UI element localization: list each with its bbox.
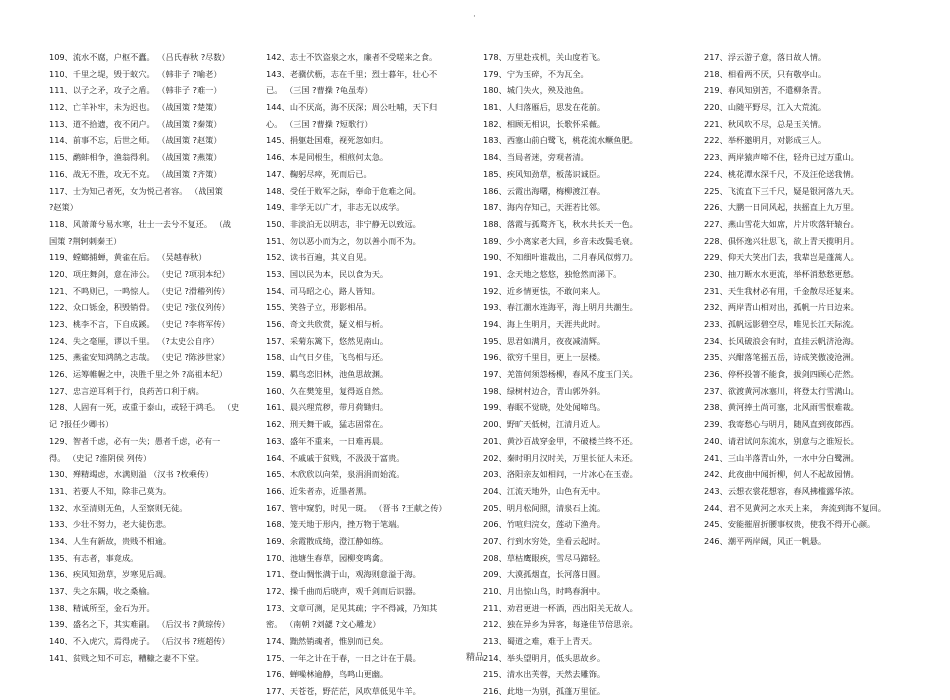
text-line: 114、前事不忘，后世之师。 （战国策 ?赵策） [49, 135, 222, 146]
text-line: 得。 （史记 ?淮阴侯 列传） [49, 452, 152, 463]
text-line: 175、一年之计在于春，一日之计在于晨。 [266, 652, 421, 663]
text-line: 记 ?报任少卿书） [49, 419, 114, 430]
text-line: 218、相看两不厌，只有敬亭山。 [704, 68, 827, 79]
text-line: 160、久在樊笼里，复得返自然。 [266, 385, 389, 396]
text-line: 122、众口铄金，积毁销骨。 （史记 ?张仪列传） [49, 302, 230, 313]
text-line: 189、少小离家老大回，乡音未改鬓毛衰。 [483, 235, 638, 246]
text-line: 162、刑天舞干戚，猛志固常在。 [266, 419, 389, 430]
text-line: 232、两岸青山相对出，孤帆一片日边来。 [704, 302, 859, 313]
text-line: 128、人固有一死，或重于泰山，或轻于鸿毛。 （史 [49, 402, 240, 413]
text-line: 190、不知细叶谁裁出，二月春风似剪刀。 [483, 252, 638, 263]
text-line: 244、君不见黄河之水天上来， 奔流到海不复回。 [704, 502, 886, 513]
text-line: 132、水至清则无鱼，人至察则无徒。 [49, 502, 188, 513]
text-line: 124、失之毫厘，谬以千里。 （?太史公自序） [49, 335, 219, 346]
text-line: 167、管中窥豹，时见一斑。 （晋书 ?王献之传） [266, 502, 447, 513]
text-line: 142、志士不饮盗泉之水，廉者不受嗟来之食。 [266, 52, 438, 62]
text-line: 245、安能摧眉折腰事权贵，使我不得开心颜。 [704, 519, 876, 530]
text-line: 121、不鸣则已，一鸣惊人。 （史记 ?滑稽列传） [49, 285, 230, 296]
text-line: 158、山气日夕佳，飞鸟相与还。 [266, 352, 389, 363]
text-line: 164、不戚戚于贫贱，不汲汲于富贵。 [266, 452, 405, 463]
text-line: 168、笼天地于形内，挫万物于笔端。 [266, 519, 405, 530]
text-line: 212、独在异乡为异客，每逢佳节倍思亲。 [483, 619, 638, 630]
text-line: 157、采菊东篱下，悠然见南山。 [266, 335, 389, 346]
text-line: 131、若要人不知，除非己莫为。 [49, 485, 172, 496]
text-line: 111、以子之矛，攻子之盾。 （韩非子 ?难一） [49, 85, 222, 96]
text-line: 185、疾风知劲草，板荡识诚臣。 [483, 168, 606, 179]
text-line: 179、宁为玉碎，不为瓦全。 [483, 68, 589, 79]
column-4 [704, 49, 909, 550]
text-line: 186、云霞出海曙，梅柳渡江春。 [483, 185, 606, 196]
text-line: 心。 （三国 ?曹操 ?短歌行） [266, 118, 373, 129]
text-line: 207、行到水穷处，坐看云起时。 [483, 535, 606, 546]
text-line: 173、文章可测，足见其疏；字不得减，乃知其 [266, 602, 438, 613]
text-line: 113、道不拾遗，夜不闭户。 （战国策 ?秦策） [49, 118, 222, 129]
text-line: 115、鹬蚌相争，渔翁得利。 （战国策 ?燕策） [49, 152, 222, 163]
text-line: 144、山不厌高，海不厌深；周公吐哺，天下归 [266, 102, 438, 113]
text-line: 154、司马昭之心，路人皆知。 [266, 285, 380, 296]
text-line: 183、西塞山前白鹭飞，桃花流水鳜鱼肥。 [483, 135, 638, 146]
text-line: 125、燕雀安知鸿鹄之志哉。 （史记 ?陈涉世家） [49, 352, 230, 363]
text-line: 170、池塘生春草，园柳变鸣禽。 [266, 552, 389, 563]
text-line: 110、千里之堤，毁于蚁穴。 （韩非子 ?喻老） [49, 68, 222, 79]
text-line: 184、当局者迷，旁观者清。 [483, 152, 589, 163]
text-line: 208、草枯鹰眼疾，雪尽马蹄轻。 [483, 552, 606, 563]
column-1 [49, 49, 261, 666]
text-line: 204、江流天地外，山色有无中。 [483, 485, 606, 496]
text-line: 219、春风知别苦，不遣柳条青。 [704, 85, 827, 96]
text-line: 148、受任于败军之际，奉命于危难之间。 [266, 185, 421, 196]
text-line: 200、野旷天低树，江清月近人。 [483, 419, 606, 430]
text-line: 149、非学无以广才，非志无以成学。 [266, 202, 405, 213]
text-line: 188、落霞与孤鹜齐飞，秋水共长天一色。 [483, 218, 638, 229]
text-line: 191、念天地之悠悠，独怆然而涕下。 [483, 268, 622, 279]
text-line: 174、黜然销魂者，惟别而已矣。 [266, 636, 389, 647]
text-line: 213、蜀道之难，难于上青天。 [483, 636, 597, 647]
text-line: 234、长风破浪会有时，直挂云帆济沧海。 [704, 335, 859, 346]
text-line: 152、读书百遍，其义自见。 [266, 252, 372, 263]
text-line: 165、木欣欣以向荣，泉涓涓而始流。 [266, 469, 405, 480]
text-line: 217、浮云游子意，落日故人情。 [704, 52, 827, 62]
text-line: 134、人生有新故，贵贱不相逾。 [49, 535, 172, 546]
text-line: 202、秦时明月汉时关，万里长征人未还。 [483, 452, 638, 463]
text-line: 123、桃李不言，下自成蹊。 （史记 ?李将军传） [49, 319, 230, 329]
text-line: 203、洛阳亲友如相问，一片冰心在玉壶。 [483, 469, 638, 480]
text-line: 169、余霞散成绮，澄江静如练。 [266, 535, 389, 546]
text-line: 140、不入虎穴，焉得虎子。 （后汉书 ?班超传） [49, 636, 230, 647]
text-line: 138、精诚所至，金石为开。 [49, 602, 155, 613]
text-line: 129、智者千虑，必有一失；愚者千虑，必有一 [49, 435, 221, 446]
text-line: 153、国以民为本，民以食为天。 [266, 268, 389, 279]
text-line: 137、失之东隅，收之桑榆。 [49, 586, 155, 596]
text-line: 236、停杯投箸不能食，拔剑四顾心茫然。 [704, 369, 859, 380]
text-line: 147、鞠躬尽瘁，死而后已。 [266, 168, 372, 179]
text-line: 229、仰天大笑出门去，我辈岂是蓬蒿人。 [704, 252, 859, 263]
text-line: 143、老骥伏枥，志在千里；烈士暮年，壮心不 [266, 68, 438, 79]
text-line: 117、士为知己者死，女为悦己者容。 （战国策 [49, 185, 223, 196]
text-line: 192、近乡情更怯，不敢问来人。 [483, 285, 606, 296]
text-line: 193、春江潮水连海平，海上明月共潮生。 [483, 302, 638, 313]
text-line: 195、思君如满月，夜夜减清辉。 [483, 335, 606, 346]
text-line: 116、战无不胜，攻无不克。 （战国策 ?齐策） [49, 168, 222, 179]
page-footer: 精品 [465, 653, 484, 663]
text-line: 223、两岸猿声啼不住，轻舟已过万重山。 [704, 152, 859, 163]
text-line: 176、蝉噪林逾静，鸟鸣山更幽。 [266, 669, 389, 680]
text-line: 238、黄河捧土尚可塞，北风雨雪恨难裁。 [704, 402, 859, 413]
text-line: 214、举头望明月，低头思故乡。 [483, 652, 606, 663]
text-line: 180、城门失火，殃及池鱼。 [483, 85, 589, 96]
text-line: 209、大漠孤烟直，长河落日圆。 [483, 569, 606, 580]
text-line: 112、亡羊补牢，未为迟也。 （战国策 ?楚策） [49, 102, 222, 113]
text-line: 231、天生我材必有用，千金散尽还复来。 [704, 285, 859, 296]
text-line: 215、清水出芙蓉，天然去雕饰。 [483, 669, 606, 680]
text-line: 230、抽刀断水水更流，举杯消愁愁更愁。 [704, 268, 859, 279]
text-line: 146、本是同根生，相煎何太急。 [266, 152, 389, 163]
text-line: 206、竹喧归浣女，莲动下渔舟。 [483, 519, 606, 530]
text-line: 235、兴酣落笔摇五岳，诗成笑傲凌沧洲。 [704, 352, 859, 363]
text-line: 120、项庄舞剑，意在沛公。 （史记 ?项羽本纪） [49, 268, 230, 279]
text-line: 151、勿以恶小而为之，勿以善小而不为。 [266, 235, 421, 246]
text-line: 205、明月松间照，清泉石上流。 [483, 502, 606, 513]
header-mark: · [473, 12, 476, 22]
text-line: 126、运筹帷幄之中，决胜千里之外 ?高祖本纪） [49, 369, 228, 380]
text-line: 226、大鹏一日同风起，扶摇直上九万里。 [704, 202, 859, 213]
text-line: 227、燕山雪花大如席，片片吹落轩辕台。 [704, 218, 859, 229]
text-line: 198、绿树村边合，青山郭外斜。 [483, 385, 606, 396]
text-line: 239、我寄愁心与明月，随风直到夜郎西。 [704, 419, 859, 430]
text-line: 210、月出惊山鸟，时鸣春涧中。 [483, 586, 606, 596]
text-line: 109、流水不腐，户枢不蠹。 （吕氏春秋 ?尽数） [49, 52, 230, 62]
text-line: 145、捐躯赴国难，视死忽如归。 [266, 135, 389, 146]
text-line: 141、贫贱之知不可忘，糟糠之妻不下堂。 [49, 652, 204, 663]
text-line: 163、盛年不重来，一日难再晨。 [266, 435, 389, 446]
text-line: 161、晨兴理荒秽，带月荷锄归。 [266, 402, 389, 413]
text-line: 216、此地一为别，孤蓬万里征。 [483, 686, 606, 697]
text-line: 240、请君试问东流水，别意与之谁短长。 [704, 435, 859, 446]
text-line: 139、盛名之下，其实难副。 （后汉书 ?黄琼传） [49, 619, 230, 630]
text-line: 178、万里赴戎机，关山度若飞。 [483, 52, 606, 62]
text-line: 177、天苍苍，野茫茫，风吹草低见牛羊。 [266, 686, 421, 697]
column-2 [266, 49, 476, 700]
text-line: 118、风萧萧兮易水寒，壮士一去兮不复还。 （战 [49, 218, 231, 229]
text-line: 159、羁鸟恋旧林，池鱼思故渊。 [266, 369, 389, 380]
text-line: 135、有志者，事竟成。 [49, 552, 139, 563]
text-line: 155、笑咎子立，形影相吊。 [266, 302, 372, 313]
text-line: ?赵策） [49, 202, 78, 213]
text-line: 171、登山惆怅满于山，观海则意溢于海。 [266, 569, 421, 580]
text-line: 233、孤帆远影碧空尽，唯见长江天际流。 [704, 319, 859, 329]
text-line: 220、山随平野尽，江入大荒流。 [704, 102, 827, 113]
text-line: 密。 （南朝 ?刘勰 ?文心雕龙） [266, 619, 381, 630]
text-line: 172、操千曲而后晓声，观千剑而后识器。 [266, 586, 421, 596]
text-line: 196、欲穷千里目，更上一层楼。 [483, 352, 606, 363]
text-line: 225、飞流直下三千尺，疑是银河落九天。 [704, 185, 859, 196]
text-line: 166、近朱者赤，近墨者黑。 [266, 485, 372, 496]
text-line: 150、非淡泊无以明志，非宁静无以致远。 [266, 218, 421, 229]
text-line: 119、螳螂捕蝉，黄雀在后。 （吴越春秋） [49, 252, 207, 263]
text-line: 199、春眠不觉晓，处处闻啼鸟。 [483, 402, 606, 413]
text-line: 246、潮平两岸阔，风正一帆悬。 [704, 535, 827, 546]
text-line: 221、秋风吹不尽，总是玉关情。 [704, 118, 827, 129]
text-line: 182、相顾无相识，长歌怀采薇。 [483, 118, 606, 129]
text-line: 242、此夜曲中闻折柳，何人不起故园情。 [704, 469, 859, 480]
text-line: 194、海上生明月，天涯共此时。 [483, 319, 606, 329]
text-line: 211、劝君更进一杯酒，西出阳关无故人。 [483, 602, 638, 613]
text-line: 241、三山半落青山外，一水中分白鹭洲。 [704, 452, 859, 463]
text-line: 243、云想衣裳花想容，春风拂槛露华浓。 [704, 485, 859, 496]
text-line: 197、羌笛何须怨杨柳，春风不度玉门关。 [483, 369, 638, 380]
text-line: 130、殚精竭虑，水满则溢 （汉书 ?枚乘传） [49, 469, 214, 480]
text-line: 国策 ?荆轲刺秦王） [49, 235, 122, 246]
text-line: 237、欲渡黄河冰塞川，将登太行雪满山。 [704, 385, 859, 396]
text-line: 136、疾风知劲草，岁寒见后凋。 [49, 569, 172, 580]
text-line: 222、举杯邀明月，对影成三人。 [704, 135, 827, 146]
text-line: 201、黄沙百战穿金甲，不破楼兰终不还。 [483, 435, 638, 446]
text-line: 127、忠言逆耳利于行，良药苦口利于病。 [49, 385, 204, 396]
column-3 [483, 49, 691, 700]
text-line: 224、桃花潭水深千尺，不及汪伦送我情。 [704, 168, 859, 179]
text-line: 181、人归落雁后，思发在花前。 [483, 102, 606, 113]
text-line: 已。 （三国 ?曹操 ?龟虽寿） [266, 85, 373, 96]
text-line: 228、俱怀逸兴壮思飞，欲上青天揽明月。 [704, 235, 859, 246]
text-line: 133、少壮不努力，老大徒伤悲。 [49, 519, 172, 530]
text-line: 187、海内存知己，天涯若比邻。 [483, 202, 606, 213]
text-line: 156、奇文共欣赏，疑义相与析。 [266, 319, 389, 329]
